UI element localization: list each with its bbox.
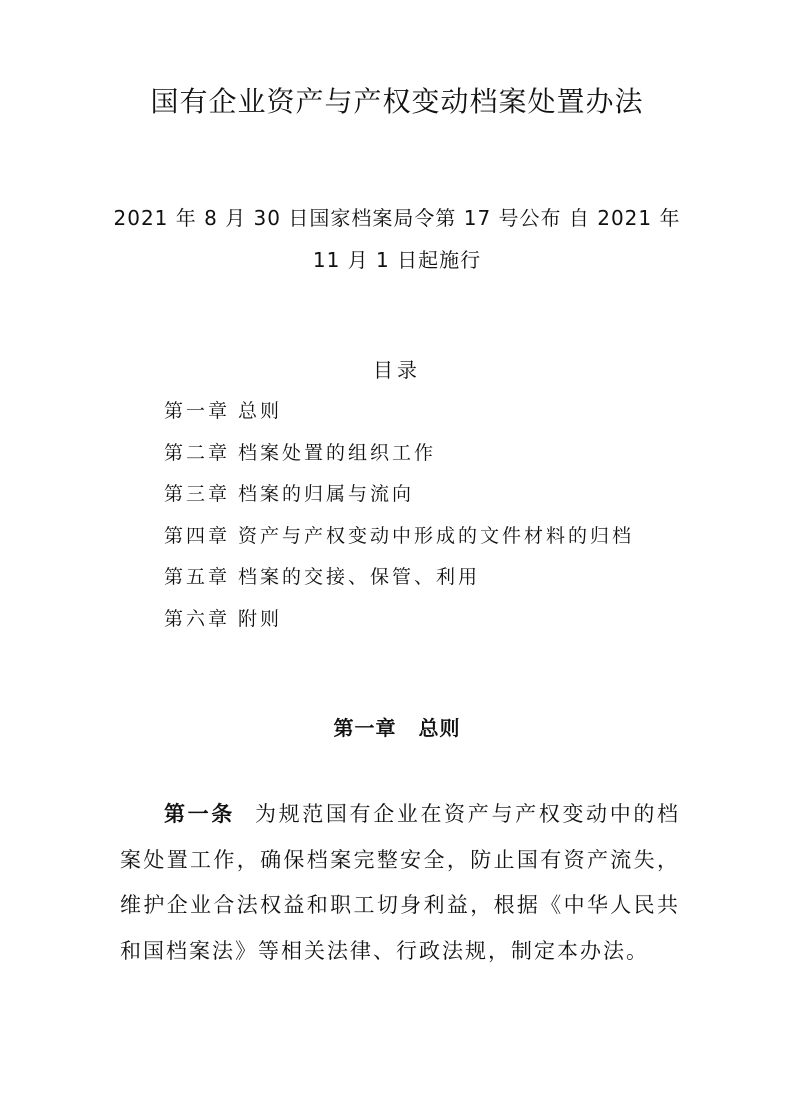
table-of-contents	[164, 396, 634, 645]
toc-chapter-title: 总则	[238, 400, 283, 422]
toc-item-chapter-6	[164, 604, 634, 646]
toc-chapter-number: 第一章	[164, 400, 231, 422]
article-text: 为规范国有企业在资产与产权变动中的档案处置工作，确保档案完整安全，防止国有资产流失，维护企业合法权益和职工切身利益，根据《中华人民共和国档案法》等相关法律、行政法规，制定本办法。	[120, 802, 681, 963]
toc-chapter-number: 第六章	[164, 607, 231, 630]
toc-chapter-title: 档案的归属与流向	[238, 483, 415, 505]
toc-chapter-title: 档案处置的组织工作	[238, 441, 437, 464]
toc-item-chapter-1	[164, 396, 634, 438]
article-number: 第一条	[164, 802, 235, 826]
toc-heading: 目录	[373, 358, 421, 382]
toc-chapter-number: 第三章	[164, 483, 231, 505]
issuance-line-1: 2021 年 8 月 30 日国家档案局令第 17 号公布 自 2021 年	[113, 206, 681, 230]
issuance-line-2: 11 月 1 日起施行	[312, 248, 482, 272]
article-1	[120, 792, 680, 974]
toc-chapter-title: 资产与产权变动中形成的文件材料的归档	[238, 524, 635, 547]
chapter-number: 第一章	[333, 716, 397, 740]
toc-item-chapter-3	[164, 479, 634, 521]
toc-chapter-number: 第四章	[164, 524, 231, 547]
toc-chapter-title: 附则	[238, 607, 283, 630]
toc-chapter-title: 档案的交接、保管、利用	[238, 566, 481, 588]
toc-item-chapter-2	[164, 438, 634, 480]
toc-item-chapter-4	[164, 521, 634, 563]
document-title: 国有企业资产与产权变动档案处置办法	[150, 85, 644, 118]
chapter-heading	[0, 712, 794, 741]
toc-chapter-number: 第五章	[164, 566, 231, 588]
chapter-title: 总则	[418, 716, 461, 740]
toc-chapter-number: 第二章	[164, 441, 231, 464]
toc-item-chapter-5	[164, 562, 634, 604]
